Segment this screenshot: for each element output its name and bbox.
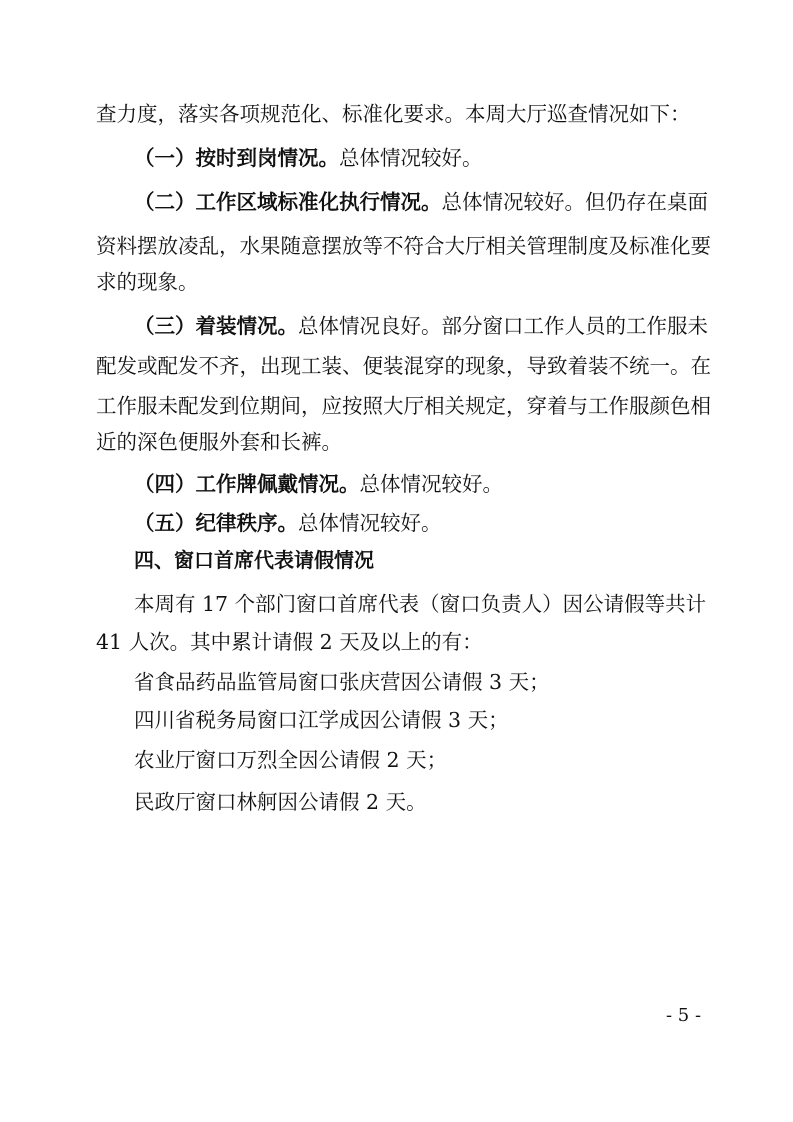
body-text: 查力度，落实各项规范化、标准化要求。本周大厅巡查情况如下： [96, 102, 691, 126]
body-text: 求的现象。 [96, 270, 199, 294]
inspection-item-3 [134, 314, 708, 338]
paragraph-line [134, 592, 706, 616]
leave-item: 农业厅窗口万烈全因公请假 2 天； [134, 748, 448, 772]
paragraph-line [96, 270, 199, 294]
inspection-item-4 [134, 472, 503, 496]
leave-item: 省食品药品监管局窗口张庆营因公请假 3 天； [134, 670, 550, 694]
page-number: - 5 - [666, 1005, 702, 1026]
item-heading: （二）工作区域标准化执行情况。 [134, 190, 442, 214]
body-text: 配发或配发不齐，出现工装、便装混穿的现象，导致着装不统一。在 [96, 354, 711, 378]
leave-item: 民政厅窗口林舸因公请假 2 天。 [134, 790, 427, 814]
item-text: 总体情况较好。但仍存在桌面 [441, 190, 708, 214]
leave-item: 四川省税务局窗口江学成因公请假 3 天； [134, 708, 509, 732]
body-text: 本周有 17 个部门窗口首席代表（窗口负责人）因公请假等共计 [134, 592, 707, 616]
paragraph-line [96, 630, 483, 654]
item-heading: （三）着装情况。 [134, 314, 298, 338]
paragraph-line [96, 354, 711, 378]
body-text: 近的深色便服外套和长裤。 [96, 430, 342, 454]
paragraph-line [96, 102, 691, 126]
paragraph-line [96, 430, 342, 454]
body-text: 41 人次。其中累计请假 2 天及以上的有： [96, 630, 483, 654]
paragraph-line [96, 394, 711, 418]
item-text: 总体情况良好。部分窗口工作人员的工作服未 [298, 314, 708, 338]
item-heading: （四）工作牌佩戴情况。 [134, 472, 360, 496]
section-heading: 四、窗口首席代表请假情况 [134, 548, 374, 572]
item-text: 总体情况较好。 [298, 511, 442, 535]
inspection-item-2 [134, 190, 708, 214]
body-text: 资料摆放凌乱，水果随意摆放等不符合大厅相关管理制度及标准化要 [96, 234, 711, 258]
body-text: 工作服未配发到位期间，应按照大厅相关规定，穿着与工作服颜色相 [96, 394, 711, 418]
item-text: 总体情况较好。 [339, 146, 483, 170]
paragraph-line [96, 234, 711, 258]
item-text: 总体情况较好。 [359, 472, 503, 496]
inspection-item-1 [134, 146, 483, 170]
item-heading: （五）纪律秩序。 [134, 511, 298, 535]
inspection-item-5 [134, 511, 442, 535]
item-heading: （一）按时到岗情况。 [134, 146, 339, 170]
